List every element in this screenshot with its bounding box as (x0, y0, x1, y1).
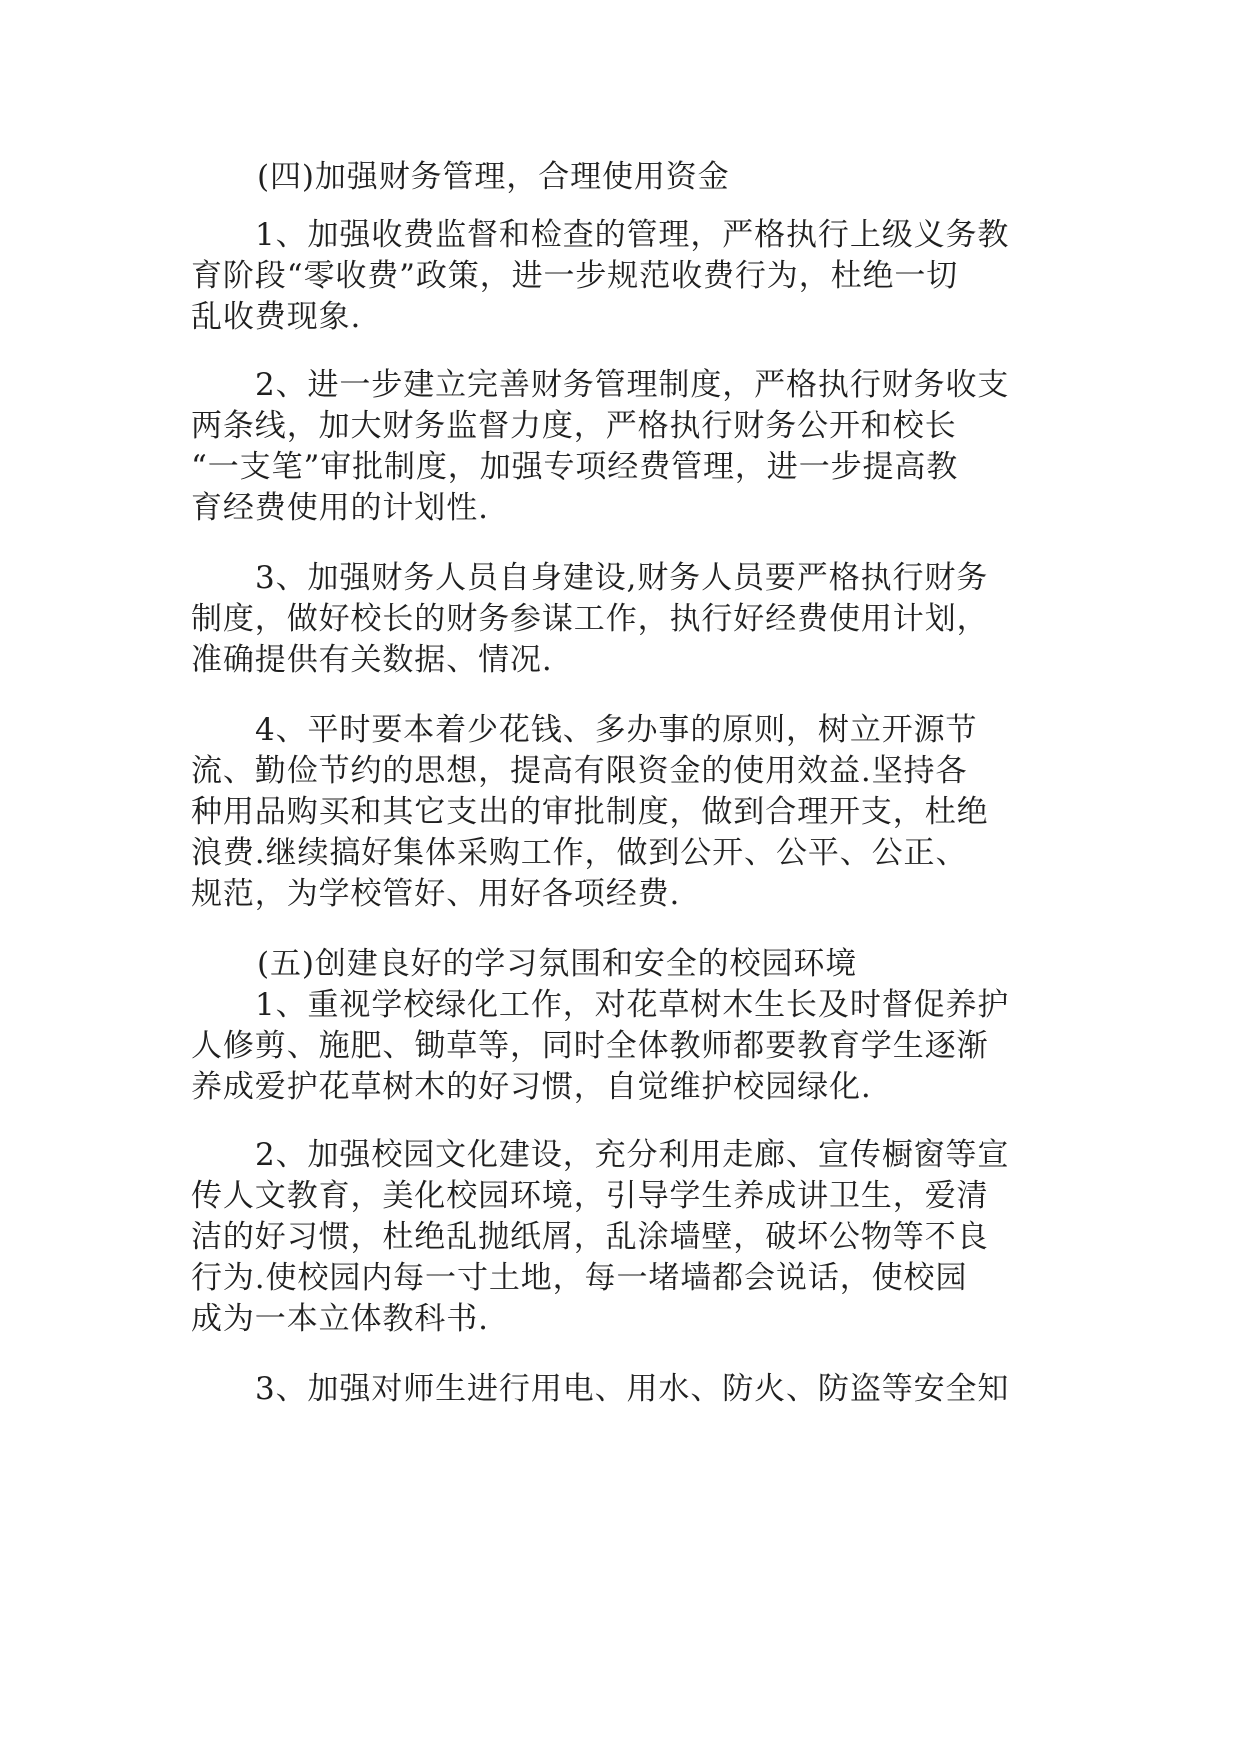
section-heading-finance: (四)加强财务管理，合理使用资金 (257, 159, 730, 195)
paragraph-line: 传人文教育，美化校园环境，引导学生养成讲卫生，爱清 (191, 1178, 989, 1214)
paragraph-line: 成为一本立体教科书. (191, 1301, 489, 1337)
paragraph-line: 2、进一步建立完善财务管理制度，严格执行财务收支 (255, 367, 1010, 403)
paragraph-line: 流、勤俭节约的思想，提高有限资金的使用效益.坚持各 (191, 753, 968, 789)
paragraph-line: 洁的好习惯，杜绝乱抛纸屑，乱涂墙壁，破坏公物等不良 (191, 1219, 989, 1255)
paragraph-line: 4、平时要本着少花钱、多办事的原则，树立开源节 (255, 712, 978, 748)
paragraph-line: 3、加强财务人员自身建设,财务人员要严格执行财务 (255, 560, 989, 596)
paragraph-line: 1、重视学校绿化工作，对花草树木生长及时督促养护 (255, 987, 1010, 1023)
paragraph-line: 种用品购买和其它支出的审批制度，做到合理开支，杜绝 (191, 794, 989, 830)
paragraph-line: 1、加强收费监督和检查的管理，严格执行上级义务教 (255, 217, 1010, 253)
paragraph-line: 准确提供有关数据、情况. (191, 642, 553, 678)
paragraph-line: 养成爱护花草树木的好习惯，自觉维护校园绿化. (191, 1069, 872, 1105)
paragraph-line: 浪费.继续搞好集体采购工作，做到公开、公平、公正、 (191, 835, 968, 871)
paragraph-line: 乱收费现象. (191, 299, 362, 335)
paragraph-line: 育经费使用的计划性. (191, 490, 489, 526)
paragraph-line: “一支笔”审批制度，加强专项经费管理，进一步提高教 (191, 449, 959, 485)
paragraph-line: 育阶段“零收费”政策，进一步规范收费行为，杜绝一切 (191, 258, 959, 294)
paragraph-line: 制度，做好校长的财务参谋工作，执行好经费使用计划， (191, 601, 989, 637)
section-heading-environment: (五)创建良好的学习氛围和安全的校园环境 (257, 946, 858, 982)
paragraph-line: 3、加强对师生进行用电、用水、防火、防盗等安全知 (255, 1371, 1010, 1407)
paragraph-line: 行为.使校园内每一寸土地，每一堵墙都会说话，使校园 (191, 1260, 968, 1296)
paragraph-line: 两条线，加大财务监督力度，严格执行财务公开和校长 (191, 408, 957, 444)
paragraph-line: 规范，为学校管好、用好各项经费. (191, 876, 681, 912)
paragraph-line: 人修剪、施肥、锄草等，同时全体教师都要教育学生逐渐 (191, 1028, 989, 1064)
paragraph-line: 2、加强校园文化建设，充分利用走廊、宣传橱窗等宣 (255, 1137, 1010, 1173)
